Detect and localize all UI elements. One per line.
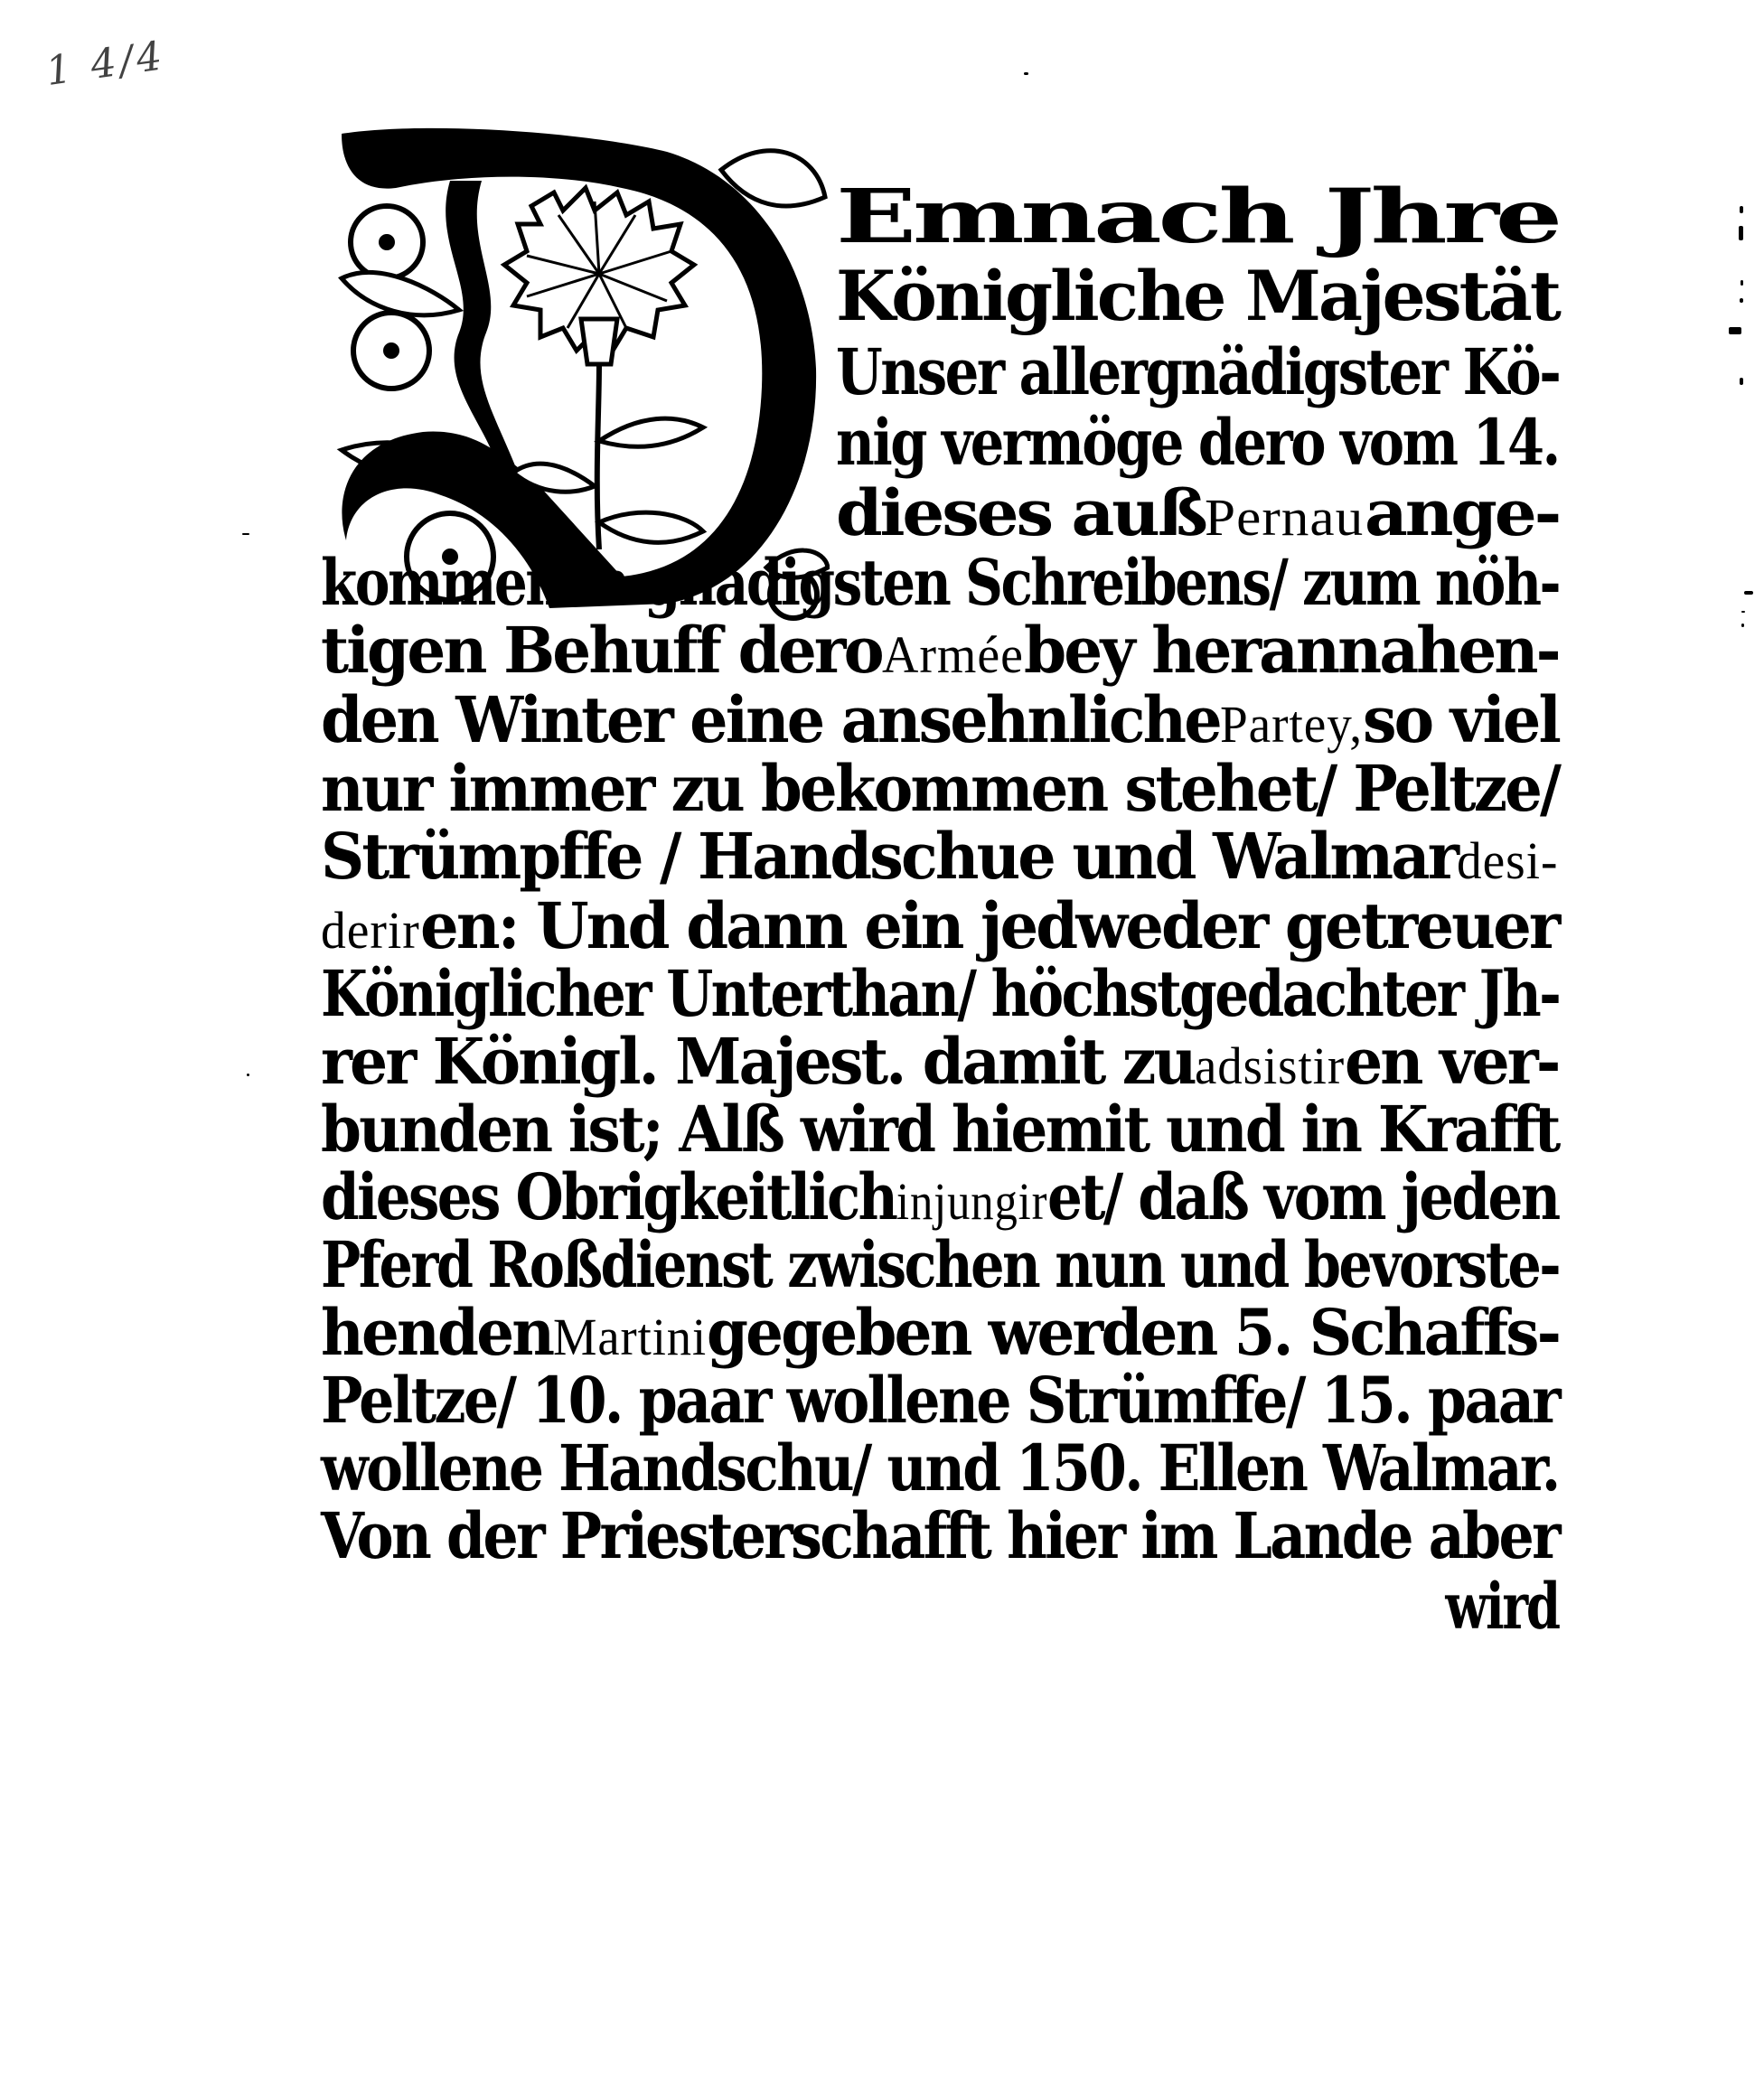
text-line bbox=[321, 1093, 1559, 1166]
text-segment: gegeben werden 5. Schaffs- bbox=[706, 1295, 1559, 1370]
text-line bbox=[321, 753, 1559, 825]
margin-speck bbox=[1740, 298, 1743, 303]
margin-speck bbox=[1741, 611, 1745, 613]
margin-speck bbox=[1744, 591, 1753, 595]
text-segment: tigen Behuff dero bbox=[321, 613, 882, 688]
text-line bbox=[321, 547, 1559, 619]
margin-speck bbox=[1739, 226, 1743, 240]
margin-speck bbox=[1740, 378, 1743, 385]
text-segment: dieses Obrigkeitlich bbox=[321, 1159, 896, 1234]
text-line bbox=[321, 1432, 1559, 1505]
text-segment: en: Und dann ein jedweder getreuer bbox=[420, 888, 1559, 963]
text-line bbox=[321, 958, 1559, 1030]
text-segment: henden bbox=[321, 1295, 553, 1370]
text-line bbox=[836, 477, 1559, 549]
margin-speck bbox=[242, 533, 249, 535]
text-segment: ange- bbox=[1364, 475, 1559, 550]
margin-speck bbox=[1741, 624, 1744, 627]
text-line bbox=[321, 890, 1559, 962]
text-segment: Königlicher Unterthan/ höchstgedachter Jh- bbox=[321, 956, 1560, 1031]
text-segment-roman: adsistir bbox=[1194, 1036, 1346, 1095]
text-segment-roman: Pernau bbox=[1205, 488, 1365, 547]
text-segment: Königliche Majestät bbox=[836, 256, 1559, 336]
text-line bbox=[321, 684, 1559, 756]
margin-speck bbox=[1024, 72, 1028, 75]
text-segment: Unser allergnädigster Kö- bbox=[836, 334, 1560, 409]
text-segment: kommenen gnädigsten Schreibens/ zum nöh- bbox=[321, 545, 1560, 620]
text-segment-roman: desi- bbox=[1457, 831, 1559, 890]
text-segment-roman: injungir bbox=[896, 1172, 1047, 1231]
text-line bbox=[836, 256, 1559, 336]
catchword-line bbox=[321, 1571, 1559, 1643]
text-segment: rer Königl. Majest. damit zu bbox=[321, 1024, 1195, 1099]
margin-speck bbox=[247, 1074, 249, 1076]
text-line bbox=[321, 1365, 1559, 1437]
margin-speck bbox=[1729, 327, 1741, 334]
margin-speck bbox=[1740, 206, 1743, 213]
text-segment-roman: Armée bbox=[881, 625, 1024, 684]
text-line bbox=[321, 821, 1559, 893]
text-segment: dieses auß bbox=[836, 475, 1206, 550]
text-segment: den Winter eine ansehnliche bbox=[321, 682, 1220, 757]
text-line bbox=[321, 1161, 1559, 1233]
text-line bbox=[836, 336, 1559, 408]
text-segment: bey herannahen- bbox=[1024, 613, 1559, 688]
handwritten-note: 1 4/4 bbox=[42, 33, 169, 96]
text-segment: Von der Priesterschafft hier im Lande aber bbox=[321, 1498, 1559, 1573]
text-segment: en ver- bbox=[1345, 1024, 1559, 1099]
text-segment: Peltze/ 10. paar wollene Strümffe/ 15. paar bbox=[321, 1363, 1560, 1438]
text-segment-roman: Martini bbox=[552, 1308, 707, 1366]
text-segment: so viel bbox=[1362, 682, 1559, 757]
text-segment: wollene Handschu/ und 150. Ellen Walmar. bbox=[321, 1430, 1559, 1505]
text-line bbox=[836, 407, 1559, 479]
text-segment: nur immer zu bekommen stehet/ Peltze/ bbox=[321, 751, 1560, 826]
catchword: wird bbox=[1445, 1569, 1559, 1644]
text-segment: et/ daß vom jeden bbox=[1047, 1159, 1559, 1234]
text-segment: Pferd Roßdienst zwischen nun und bevorste- bbox=[321, 1227, 1560, 1302]
text-line bbox=[321, 1297, 1559, 1369]
text-line bbox=[321, 1026, 1559, 1098]
text-segment: nig vermöge dero vom 14. bbox=[836, 405, 1559, 480]
text-segment-roman: Partey, bbox=[1219, 695, 1363, 754]
text-segment: bunden ist; Alß wird hiemit und in Krafft bbox=[321, 1092, 1559, 1167]
text-segment-roman: derir bbox=[321, 901, 420, 960]
text-line bbox=[321, 1500, 1559, 1572]
text-line bbox=[321, 614, 1559, 687]
text-line bbox=[321, 1229, 1559, 1301]
margin-speck bbox=[1741, 280, 1743, 286]
text-segment: Strümpffe / Handschue und Walmar bbox=[321, 819, 1458, 894]
text-segment: Emnach Jhre bbox=[836, 174, 1559, 260]
text-line bbox=[836, 174, 1559, 260]
